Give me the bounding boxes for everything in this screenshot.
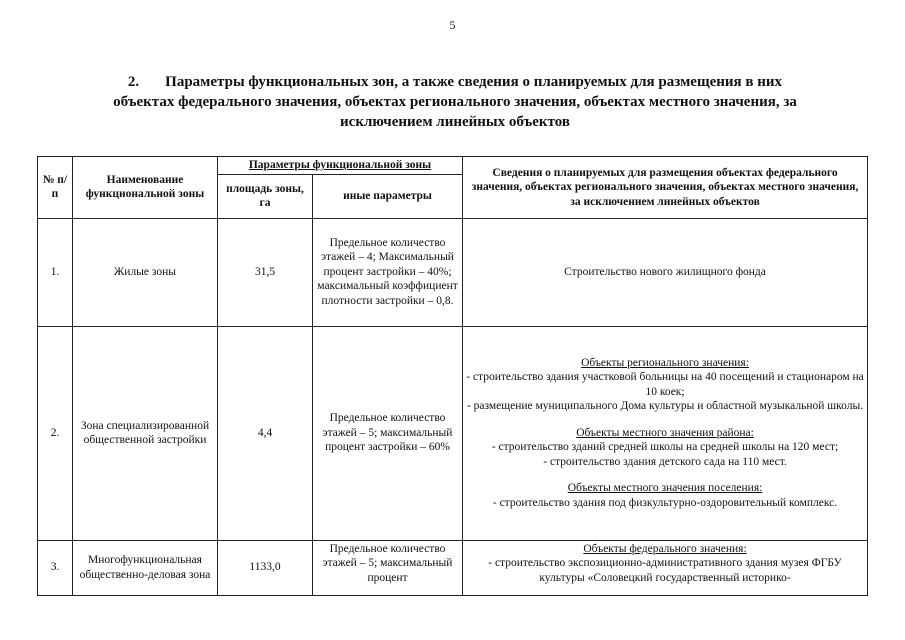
header-objects-info: Сведения о планируемых для размещения объектах федерального значения, объектах регионального значения, объектах местного значения, за исключением линейных объектов (463, 157, 868, 219)
table-row (38, 540, 868, 595)
header-other-params: иные параметры (313, 174, 463, 218)
title-line-3: исключением линейных объектов (340, 114, 570, 130)
info-item: - строительство здания под физкультурно-оздоровительный комплекс. (492, 496, 838, 509)
row-num: 2. (38, 326, 73, 540)
row-other-params-text: Предельное количество этажей – 5; максимальный процент (322, 542, 453, 584)
table-row (38, 218, 868, 326)
row-other-params: Предельное количество этажей – 4; Максимальный процент застройки – 40%; максимальный коэффициент плотности застройки – 0,8. (313, 218, 463, 326)
page-number: 5 (449, 18, 456, 32)
row-other-params: Предельное количество этажей – 5; максимальный процент застройки – 60% (313, 326, 463, 540)
info-heading-federal: Объекты федерального значения: (583, 542, 747, 555)
row-area: 1133,0 (218, 540, 313, 595)
title-line-1: Параметры функциональных зон, а также сведения о планируемых для размещения в них (165, 74, 783, 90)
header-zone-name: Наименование функциональной зоны (73, 157, 218, 219)
row-objects-info (463, 326, 868, 540)
table-row (38, 326, 868, 540)
zones-table (37, 156, 868, 596)
row-num: 3. (38, 540, 73, 595)
info-item: - строительство здания участковой больницы на 40 посещений и стационаром на 10 коек; (466, 371, 864, 398)
info-heading-regional: Объекты регионального значения: (581, 356, 749, 369)
info-item: - размещение муниципального Дома культуры и областной музыкальной школы. (466, 400, 864, 413)
row-zone-name: Жилые зоны (73, 218, 218, 326)
row-num: 1. (38, 218, 73, 326)
row-area: 31,5 (218, 218, 313, 326)
row-objects-info: Строительство нового жилищного фонда (463, 218, 868, 326)
info-item: - строительство здания детского сада на 110 мест. (543, 455, 787, 468)
header-area: площадь зоны, га (218, 174, 313, 218)
row-zone-name: Зона специализированной общественной застройки (73, 326, 218, 540)
header-num: № п/п (38, 157, 73, 219)
section-title (60, 72, 850, 132)
row-objects-info (463, 540, 868, 595)
info-item: - строительство экспозиционно-административного здания музея ФГБУ культуры «Соловецкий государственный историко- (488, 557, 842, 584)
info-heading-settlement: Объекты местного значения поселения: (567, 482, 763, 495)
row-other-params (313, 540, 463, 595)
section-number: 2. (127, 74, 140, 90)
row-objects-info-text (466, 542, 864, 592)
row-area: 4,4 (218, 326, 313, 540)
info-item: - строительство зданий средней школы на средней школы на 120 мест; (491, 441, 839, 454)
row-zone-name: Многофункциональная общественно-деловая зона (73, 540, 218, 595)
title-line-2: объектах федерального значения, объектах регионального значения, объектах местного значения, за (113, 94, 797, 110)
info-heading-district: Объекты местного значения района: (576, 426, 754, 439)
header-params-group: Параметры функциональной зоны (218, 157, 463, 175)
